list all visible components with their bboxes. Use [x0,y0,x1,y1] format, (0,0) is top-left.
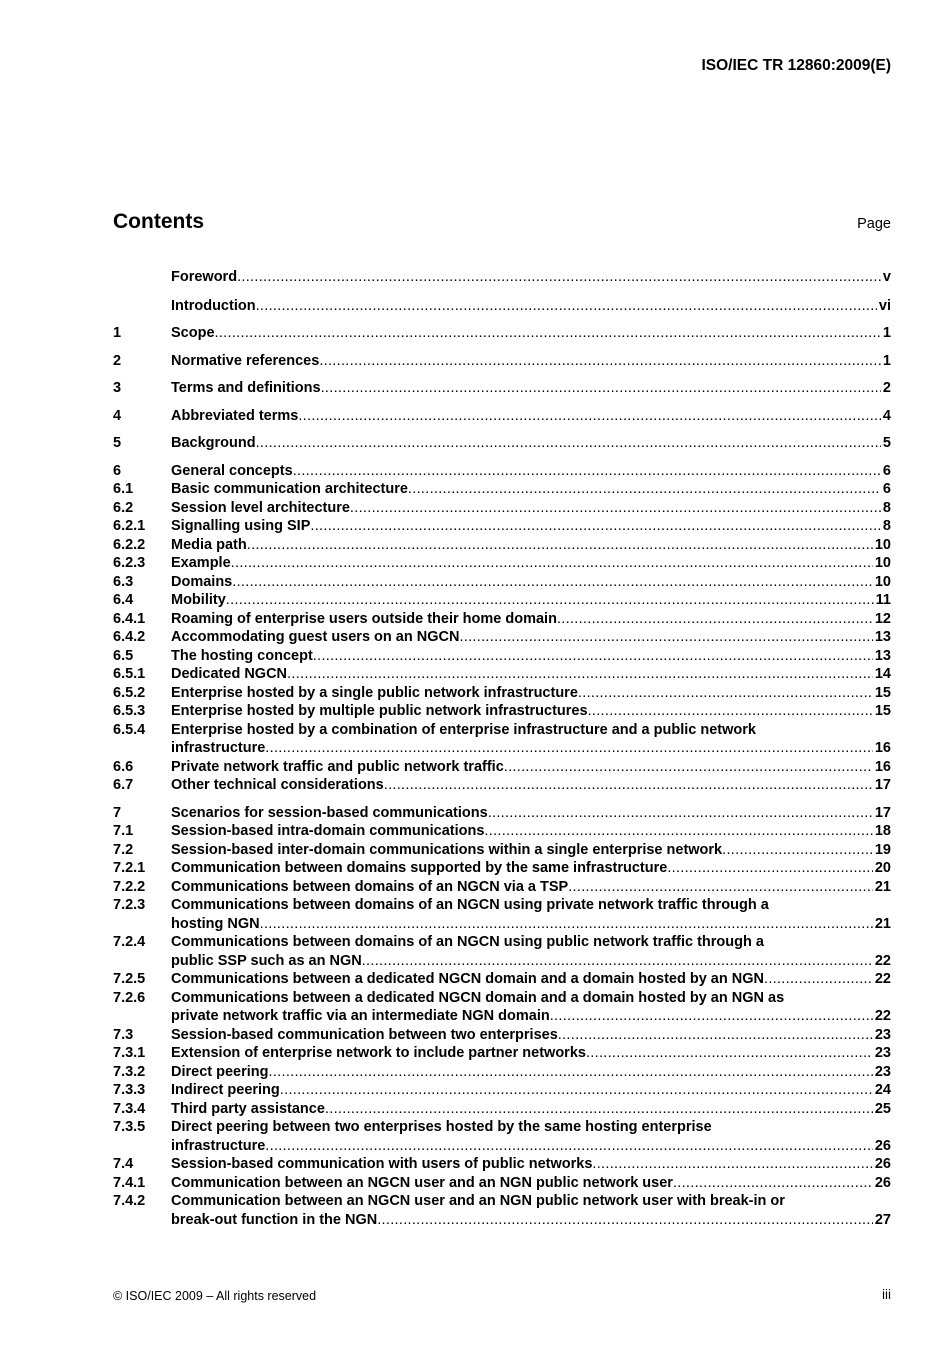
toc-entry-number: 6.5 [113,647,134,664]
toc-entry-title: Basic communication architecture [171,481,408,497]
dot-leader [237,268,881,287]
toc-entry-number: 2 [113,352,122,369]
toc-entry-number: 1 [113,325,122,341]
toc-entry-page: 6 [882,481,891,497]
toc-entry[interactable] [113,841,891,860]
copyright-notice: © ISO/IEC 2009 – All rights reserved [113,1289,317,1303]
toc-entry-title: Session-based communication between two enterprises [171,1026,558,1043]
dot-leader [256,434,881,453]
dot-leader [578,684,873,703]
toc-entry-page: 16 [874,740,891,756]
toc-entry-page: 19 [874,841,891,858]
toc-entry-page: 6 [882,462,891,479]
toc-entry[interactable] [113,554,891,573]
toc-entry-page: 10 [874,573,891,590]
dot-leader [550,1007,873,1026]
toc-entry[interactable] [113,379,891,398]
toc-entry-number: 7.2.5 [113,971,146,987]
toc-entry-title: Mobility [171,592,226,608]
toc-entry-page: 15 [874,684,891,701]
toc-entry-title: Session-based inter-domain communications within a single enterprise network [171,841,723,858]
toc-entry-number: 6.7 [113,777,134,793]
toc-entry-number: 7.4.1 [113,1174,146,1191]
toc-entry[interactable] [113,647,891,666]
toc-entry-title: Third party assistance [171,1100,325,1117]
dot-leader [298,407,881,426]
toc-entry-title: Communication between domains supported by the same infrastructure [171,860,668,876]
toc-entry-title: Other technical considerations [171,777,384,793]
toc-entry[interactable] [113,352,891,371]
toc-entry-page: 24 [874,1082,891,1098]
toc-entry-page: 10 [874,536,891,553]
toc-entry-page: v [882,269,891,285]
dot-leader [319,352,881,371]
toc-entry-title: Dedicated NGCN [171,666,288,682]
toc-entry-page: 5 [882,435,891,451]
toc-entry-title: Private network traffic and public network traffic [171,758,504,775]
toc-entry-title: Session level architecture [171,499,350,516]
toc-entry-page: vi [878,297,891,314]
page-title: Contents [113,210,204,233]
toc-entry[interactable] [113,297,891,316]
toc-entry-number: 7.4 [113,1156,134,1172]
toc-entry-title: The hosting concept [171,647,313,664]
toc-entry[interactable] [113,1100,891,1119]
toc-entry-title: Communications between domains of an NGCN via a TSP [171,878,569,895]
dot-leader [667,859,873,878]
toc-entry-title: Direct peering between two enterprises hosted by the same hosting enterprise [171,1119,712,1135]
toc-entry-page: 25 [874,1100,891,1117]
toc-entry-page: 23 [874,1026,891,1043]
toc-entry-title-continued: infrastructure [171,1137,266,1154]
toc-entry[interactable] [113,758,891,777]
toc-entry-number: 7.2.1 [113,860,146,876]
toc-entry-page: 15 [874,703,891,719]
toc-entry-title: General concepts [171,462,293,479]
toc-entry-title: Extension of enterprise network to include partner networks [171,1045,586,1061]
dot-leader [722,841,873,860]
toc-entry-number: 5 [113,435,122,451]
toc-entry[interactable] [113,776,891,795]
toc-entry-title: Communication between an NGCN user and an NGN public network user with break-in or [171,1193,785,1209]
toc-entry-number: 7.3.1 [113,1045,146,1061]
toc-entry-page: 22 [874,952,891,969]
toc-entry-title: Enterprise hosted by a single public network infrastructure [171,684,578,701]
toc-entry-number: 6.5.2 [113,684,146,701]
toc-entry-title: Communication between an NGCN user and an NGN public network user [171,1174,673,1191]
dot-leader [484,822,872,841]
toc-entry-title: Communications between a dedicated NGCN domain and a domain hosted by an NGN as [171,989,785,1006]
dot-leader [310,517,881,536]
toc-entry-page: 27 [874,1211,891,1228]
toc-entry-page: 22 [874,971,891,987]
toc-entry-page: 13 [874,629,891,645]
toc-entry[interactable] [113,573,891,592]
dot-leader [673,1174,873,1193]
dot-leader [231,554,873,573]
dot-leader [362,952,873,971]
dot-leader [293,462,881,481]
toc-entry-number: 6.2.1 [113,518,146,534]
toc-entry[interactable] [113,804,891,823]
toc-entry-number: 6.4 [113,592,134,608]
toc-entry[interactable] [113,1174,891,1193]
toc-entry[interactable] [113,970,891,989]
toc-entry-number: 7.1 [113,823,134,839]
toc-entry-title: Scope [171,325,215,341]
toc-entry-title-continued: break-out function in the NGN [171,1211,378,1228]
toc-entry-title-continued: infrastructure [171,740,266,756]
toc-entry[interactable] [113,1118,891,1155]
toc-entry-page: 14 [874,666,891,682]
toc-entry-page: 21 [874,878,891,895]
toc-entry[interactable] [113,480,891,499]
table-of-contents [113,268,891,1229]
dot-leader [215,324,881,343]
toc-entry-title: Media path [171,536,247,553]
toc-entry-number: 6.5.4 [113,721,146,738]
dot-leader [260,915,873,934]
dot-leader [287,665,873,684]
document-id: ISO/IEC TR 12860:2009(E) [701,57,891,74]
toc-entry-title: Signalling using SIP [171,518,311,534]
toc-entry-number: 6.2 [113,499,134,516]
toc-entry[interactable] [113,591,891,610]
toc-entry-number: 6.5.3 [113,703,146,719]
toc-entry[interactable] [113,822,891,841]
dot-leader [557,610,873,629]
toc-entry-page: 22 [874,1008,891,1024]
toc-entry[interactable] [113,684,891,703]
dot-leader [377,1211,873,1230]
toc-entry-number: 7.3.4 [113,1100,146,1117]
toc-entry[interactable] [113,536,891,555]
toc-entry-number: 6.5.1 [113,666,146,682]
dot-leader [280,1081,873,1100]
toc-entry-number: 7.3 [113,1026,134,1043]
toc-entry[interactable] [113,859,891,878]
toc-entry[interactable] [113,989,891,1026]
toc-entry-number: 6.4.1 [113,610,146,627]
toc-entry-title-continued: public SSP such as an NGN [171,952,362,969]
toc-entry[interactable] [113,268,891,287]
dot-leader [247,536,873,555]
toc-entry-page: 26 [874,1174,891,1191]
page-column-label: Page [857,216,891,232]
toc-entry-page: 21 [874,915,891,932]
toc-entry-number: 7.3.3 [113,1082,146,1098]
toc-entry-number: 7.2 [113,841,134,858]
toc-entry[interactable] [113,1044,891,1063]
toc-entry-page: 2 [882,380,891,396]
toc-entry-page: 1 [882,352,891,369]
toc-entry-title: Communications between domains of an NGCN using private network traffic through a [171,897,769,913]
toc-entry-page: 12 [874,610,891,627]
toc-entry-title: Abbreviated terms [171,407,299,424]
dot-leader [265,739,873,758]
toc-entry-title: Normative references [171,352,320,369]
toc-entry-page: 8 [882,518,891,534]
toc-entry-title: Terms and definitions [171,380,321,396]
toc-entry-title: Background [171,435,256,451]
toc-entry-page: 10 [874,555,891,571]
toc-entry-number: 6.2.2 [113,536,146,553]
toc-entry-number: 7.2.2 [113,878,146,895]
toc-entry-number: 7.2.6 [113,989,146,1006]
toc-entry[interactable] [113,499,891,518]
toc-entry-number: 7.3.5 [113,1119,146,1135]
dot-leader [488,804,873,823]
toc-entry[interactable] [113,434,891,453]
dot-leader [588,702,873,721]
toc-entry-page: 26 [874,1137,891,1154]
dot-leader [321,379,881,398]
toc-entry-number: 7 [113,804,122,821]
dot-leader [558,1026,873,1045]
toc-entry-page: 1 [882,325,891,341]
dot-leader [232,573,873,592]
toc-entry-number: 6.6 [113,758,134,775]
dot-leader [384,776,873,795]
dot-leader [586,1044,873,1063]
toc-entry-title: Communications between a dedicated NGCN domain and a domain hosted by an NGN [171,971,764,987]
toc-entry-title: Foreword [171,269,238,285]
dot-leader [226,591,874,610]
toc-entry-title-continued: hosting NGN [171,915,260,932]
dot-leader [764,970,873,989]
toc-entry-page: 11 [875,592,891,608]
toc-entry-number: 3 [113,380,122,396]
toc-entry[interactable] [113,1192,891,1229]
toc-entry[interactable] [113,462,891,481]
toc-entry-page: 8 [882,499,891,516]
dot-leader [325,1100,873,1119]
toc-entry[interactable] [113,628,891,647]
dot-leader [504,758,873,777]
dot-leader [269,1063,873,1082]
footer-page-number: iii [882,1287,891,1302]
toc-entry-number: 7.4.2 [113,1193,146,1209]
toc-entry-number: 6.1 [113,481,134,497]
toc-entry-number: 4 [113,407,122,424]
toc-entry-number: 7.3.2 [113,1063,146,1080]
dot-leader [459,628,872,647]
toc-entry[interactable] [113,517,891,536]
toc-entry-title: Session-based intra-domain communications [171,823,485,839]
toc-entry-page: 13 [874,647,891,664]
toc-entry-title: Domains [171,573,233,590]
toc-entry-title: Accommodating guest users on an NGCN [171,629,460,645]
toc-entry-title: Direct peering [171,1063,269,1080]
toc-entry[interactable] [113,407,891,426]
toc-entry[interactable] [113,665,891,684]
toc-entry-page: 16 [874,758,891,775]
toc-entry-page: 23 [874,1045,891,1061]
toc-entry-page: 18 [874,823,891,839]
toc-entry[interactable] [113,610,891,629]
dot-leader [313,647,873,666]
toc-entry[interactable] [113,721,891,758]
toc-entry-number: 7.2.4 [113,934,146,950]
toc-entry[interactable] [113,933,891,970]
toc-entry-title: Enterprise hosted by multiple public network infrastructures [171,703,588,719]
toc-entry-title: Scenarios for session-based communications [171,804,488,821]
dot-leader [568,878,873,897]
toc-entry-number: 7.2.3 [113,897,146,913]
toc-entry-title: Introduction [171,297,256,314]
toc-entry-page: 4 [882,407,891,424]
toc-entry-title: Indirect peering [171,1082,280,1098]
toc-entry-number: 6.3 [113,573,134,590]
toc-entry-page: 17 [874,804,891,821]
toc-entry-page: 17 [874,777,891,793]
dot-leader [350,499,881,518]
toc-entry[interactable] [113,1063,891,1082]
toc-entry[interactable] [113,878,891,897]
toc-entry[interactable] [113,1081,891,1100]
toc-entry-number: 6.4.2 [113,629,146,645]
toc-entry[interactable] [113,1155,891,1174]
dot-leader [592,1155,872,1174]
toc-entry-title: Example [171,555,231,571]
toc-entry[interactable] [113,702,891,721]
toc-entry-page: 23 [874,1063,891,1080]
toc-entry[interactable] [113,1026,891,1045]
toc-entry-title: Enterprise hosted by a combination of enterprise infrastructure and a public network [171,721,756,738]
toc-entry-number: 6 [113,462,122,479]
dot-leader [256,297,877,316]
toc-entry-title: Roaming of enterprise users outside their home domain [171,610,557,627]
toc-entry[interactable] [113,896,891,933]
toc-entry[interactable] [113,324,891,343]
dot-leader [408,480,881,499]
toc-entry-title-continued: private network traffic via an intermediate NGN domain [171,1008,550,1024]
toc-entry-title: Session-based communication with users of public networks [171,1156,593,1172]
toc-entry-title: Communications between domains of an NGCN using public network traffic through a [171,934,764,950]
toc-entry-page: 26 [874,1156,891,1172]
dot-leader [265,1137,873,1156]
toc-entry-number: 6.2.3 [113,555,146,571]
toc-entry-page: 20 [874,860,891,876]
